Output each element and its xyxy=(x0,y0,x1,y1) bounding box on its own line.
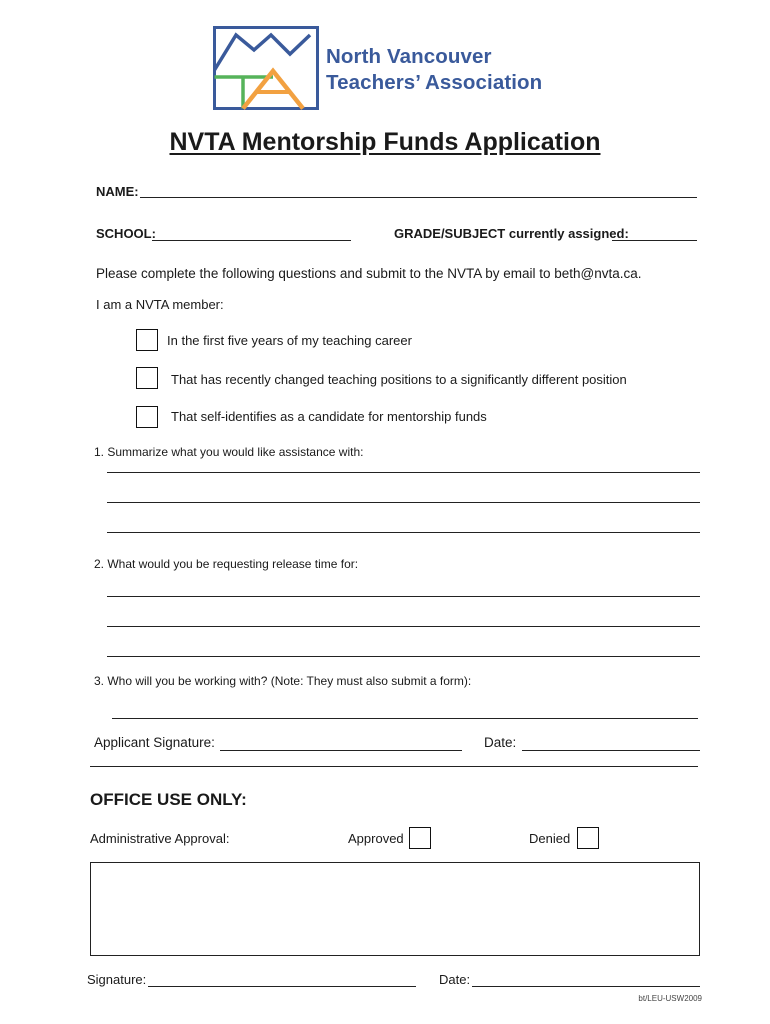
office-signature-field[interactable] xyxy=(148,986,416,987)
page-title: NVTA Mentorship Funds Application xyxy=(169,128,601,156)
name-label: NAME xyxy=(96,184,135,199)
org-name-line1: North Vancouver xyxy=(326,45,492,68)
school-label-wrap: SCHOOL: xyxy=(96,226,156,241)
org-name xyxy=(326,44,542,96)
question-3: 3. Who will you be working with? (Note: They must also submit a form): xyxy=(94,674,472,688)
answer-1-line-1[interactable] xyxy=(107,472,700,473)
option-first-five-years: In the first five years of my teaching career xyxy=(167,333,412,348)
office-date-label: Date: xyxy=(439,972,471,987)
denied-label: Denied xyxy=(529,831,571,846)
office-notes-box[interactable] xyxy=(90,862,700,956)
org-name-line2: Teachers’ Association xyxy=(326,71,543,94)
approved-checkbox[interactable] xyxy=(409,827,431,849)
denied-checkbox[interactable] xyxy=(577,827,599,849)
option-changed-positions: That has recently changed teaching positions to a significantly different position xyxy=(171,372,627,387)
answer-3-line[interactable] xyxy=(112,718,698,719)
school-label: SCHOOL xyxy=(96,226,152,241)
question-1: 1. Summarize what you would like assistance with: xyxy=(94,445,364,459)
checkbox-first-five-years[interactable] xyxy=(136,329,158,351)
admin-approval-label: Administrative Approval: xyxy=(90,831,230,846)
answer-1-line-3[interactable] xyxy=(107,532,700,533)
member-label: I am a NVTA member: xyxy=(96,297,224,312)
answer-2-line-2[interactable] xyxy=(107,626,700,627)
answer-1-line-2[interactable] xyxy=(107,502,700,503)
grade-label-wrap: GRADE/SUBJECT currently assigned: xyxy=(394,226,629,241)
office-date-field[interactable] xyxy=(472,986,700,987)
grade-label: GRADE/SUBJECT currently assigned xyxy=(394,226,625,241)
checkbox-changed-positions[interactable] xyxy=(136,367,158,389)
nvta-logo xyxy=(213,26,319,117)
answer-2-line-1[interactable] xyxy=(107,596,700,597)
applicant-signature-label: Applicant Signature: xyxy=(94,735,215,750)
checkbox-self-identifies[interactable] xyxy=(136,406,158,428)
nvta-logo-mark-icon xyxy=(213,26,319,112)
office-use-title: OFFICE USE ONLY: xyxy=(90,790,247,809)
section-divider xyxy=(90,766,698,767)
option-self-identifies: That self-identifies as a candidate for mentorship funds xyxy=(171,409,487,424)
instructions-text: Please complete the following questions and submit to the NVTA by email to beth@nvta.ca. xyxy=(96,266,642,281)
applicant-signature-field[interactable] xyxy=(220,750,462,751)
office-signature-label: Signature: xyxy=(87,972,147,987)
approved-label: Approved xyxy=(348,831,404,846)
answer-2-line-3[interactable] xyxy=(107,656,700,657)
applicant-date-field[interactable] xyxy=(522,750,700,751)
question-2: 2. What would you be requesting release time for: xyxy=(94,557,359,571)
school-field[interactable] xyxy=(152,240,351,241)
form-code: bt/LEU-USW2009 xyxy=(638,994,702,1003)
name-label-wrap: NAME: xyxy=(96,184,139,199)
applicant-date-label: Date: xyxy=(484,735,517,750)
name-field[interactable] xyxy=(140,197,697,198)
grade-field[interactable] xyxy=(612,240,697,241)
